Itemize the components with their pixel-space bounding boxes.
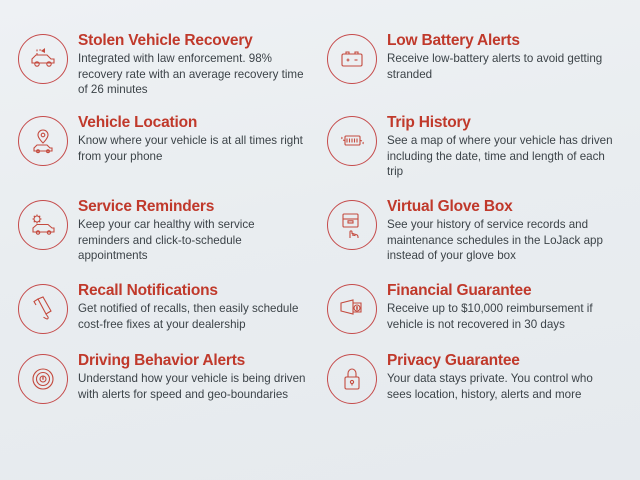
feature-description: Your data stays private. You control who sees location, history, alerts and more xyxy=(387,372,593,401)
feature-description: Receive up to $10,000 reimbursement if vehicle is not recovered in 30 days xyxy=(387,302,593,331)
features-grid xyxy=(18,30,618,406)
feature-description: Get notified of recalls, then easily schedule cost-free fixes at your dealership xyxy=(78,302,299,331)
feature-text xyxy=(78,114,309,164)
driving-behavior-icon xyxy=(18,354,68,404)
trip-history-icon xyxy=(327,116,377,166)
financial-guarantee-icon xyxy=(327,284,377,334)
recall-notification-icon xyxy=(18,284,68,334)
feature-description: See a map of where your vehicle has driven including the date, time and length of each trip xyxy=(387,134,613,179)
privacy-lock-icon xyxy=(327,354,377,404)
feature-text xyxy=(78,32,309,98)
feature-vehicle-location xyxy=(18,112,309,182)
feature-virtual-glove-box xyxy=(327,196,618,266)
feature-title: Virtual Glove Box xyxy=(387,197,513,215)
feature-title: Trip History xyxy=(387,113,471,131)
feature-description: Receive low-battery alerts to avoid getting stranded xyxy=(387,52,603,81)
feature-text xyxy=(78,282,309,332)
feature-text xyxy=(78,352,309,402)
feature-title: Vehicle Location xyxy=(78,113,198,131)
virtual-glove-box-icon xyxy=(327,200,377,250)
feature-title: Service Reminders xyxy=(78,197,215,215)
feature-title: Driving Behavior Alerts xyxy=(78,351,246,369)
feature-title: Recall Notifications xyxy=(78,281,218,299)
feature-low-battery-alerts xyxy=(327,30,618,100)
feature-description: See your history of service records and maintenance schedules in the LoJack app instead of your glove box xyxy=(387,218,603,263)
vehicle-location-icon xyxy=(18,116,68,166)
feature-text xyxy=(78,198,309,264)
feature-stolen-vehicle-recovery xyxy=(18,30,309,100)
feature-description: Keep your car healthy with service reminders and click-to-schedule appointments xyxy=(78,218,255,263)
feature-description: Know where your vehicle is at all times right from your phone xyxy=(78,134,303,163)
feature-title: Financial Guarantee xyxy=(387,281,532,299)
feature-trip-history xyxy=(327,112,618,182)
feature-text xyxy=(387,198,618,264)
feature-title: Stolen Vehicle Recovery xyxy=(78,32,253,49)
feature-text xyxy=(387,114,618,180)
feature-text xyxy=(387,352,618,402)
feature-recall-notifications xyxy=(18,280,309,336)
battery-alert-icon xyxy=(327,34,377,84)
feature-text xyxy=(387,282,618,332)
feature-service-reminders xyxy=(18,196,309,266)
feature-description: Integrated with law enforcement. 98% recovery rate with an average recovery time of 26 minutes xyxy=(78,52,304,97)
feature-description: Understand how your vehicle is being driven with alerts for speed and geo-boundaries xyxy=(78,372,306,401)
feature-privacy-guarantee xyxy=(327,350,618,406)
feature-title: Low Battery Alerts xyxy=(387,32,520,49)
feature-text xyxy=(387,32,618,82)
vehicle-recovery-icon xyxy=(18,34,68,84)
service-reminder-icon xyxy=(18,200,68,250)
feature-financial-guarantee xyxy=(327,280,618,336)
feature-title: Privacy Guarantee xyxy=(387,351,520,369)
feature-driving-behavior-alerts xyxy=(18,350,309,406)
